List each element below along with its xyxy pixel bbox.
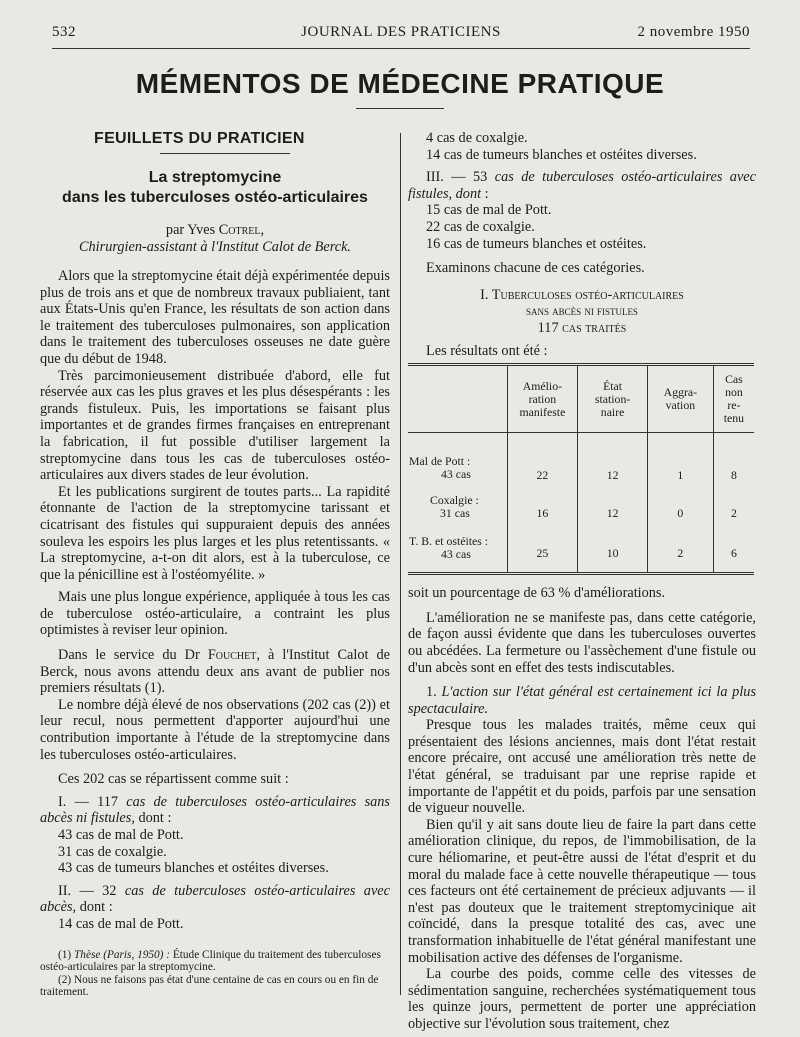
footnote-text: Étude Clinique du traitement des tuberculoses ostéo-articulaires par la streptomycine.: [40, 948, 381, 974]
paragraph: L'amélioration ne se manifeste pas, dans cette catégorie, de façon aussi évidente que dans les tuberculoses ouvertes ou abcédées. La fermeture ou l'assèchement d'une fistule ou d'un abcès sont en effet des tests indiscutables.: [408, 609, 756, 676]
row-label: Coxalgie : 31 cas: [430, 493, 479, 521]
table-cell: 22: [507, 433, 578, 491]
paragraph-text: Dans le service du Dr: [58, 647, 200, 664]
person-name: Fouchet,: [207, 647, 260, 664]
list-item: 14 cas de tumeurs blanches et ostéites diverses.: [426, 146, 697, 163]
header-rule: [52, 48, 750, 49]
group-number: II. — 32: [58, 882, 117, 899]
table-row: [408, 433, 754, 491]
footnote-1: [40, 949, 390, 974]
results-table: [408, 363, 754, 575]
group-description: cas de tuberculoses ostéo-articulaires sans abcès ni fistules,: [40, 793, 391, 827]
page-number: 532: [52, 24, 76, 40]
table-cell: 25: [507, 524, 578, 574]
paragraph-text: à l'Institut Calot de Berck, nous avons attendu deux ans avant de publier nos premiers résultats (1).: [40, 647, 390, 697]
group-suffix: dont :: [79, 899, 113, 916]
group-description: cas de tuberculoses ostéo-articulaires avec abcès,: [40, 882, 390, 916]
paragraph: La courbe des poids, comme celle des vitesses de sédimentation sanguine, recherchées systématiquement tous les quinze jours, permettent de porter une appréciation objective sur l'évolution sous traitement, chez: [408, 966, 756, 1032]
table-cell: 0: [647, 490, 713, 524]
left-column: [40, 130, 390, 999]
table-heading-1: I. Tuberculoses ostéo-articulaires: [480, 286, 684, 303]
paragraph: Le nombre déjà élevé de nos observations (202 cas (2)) et leur recul, nous permettent d'apporter aujourd'hui une contribution importante à l'étude de la streptomycine dans les tuberculoses ostéo-articulaires.: [40, 696, 390, 763]
list-item: 31 cas de coxalgie.: [58, 843, 167, 860]
column-header: Cas non re- tenu: [713, 365, 754, 433]
table-heading-3: [408, 320, 756, 337]
group-suffix: dont :: [138, 810, 172, 827]
table-header-row: [408, 365, 754, 433]
table-row: [408, 490, 754, 524]
table-cell: 1: [647, 433, 713, 491]
paragraph: Mais une plus longue expérience, appliquée à tous les cas de tuberculose ostéo-articulaire, a contraint les plus optimistes à reviser leur opinion.: [40, 589, 390, 639]
author-name: Cotrel,: [218, 222, 265, 238]
group-heading: [40, 883, 390, 916]
paragraph: Presque tous les malades traités, même ceux qui présentaient des lésions anciennes, mais dont l'état restait encore précaire, ont accusé une amélioration très nette de l'état général, se traduisant par une reprise rapide et importante de l'appétit et du poids, parfois par une sensation de vigueur nouvelle.: [408, 717, 756, 817]
table-cell: 12: [578, 433, 648, 491]
item-number: 1.: [426, 684, 437, 701]
row-label: T. B. et ostéites : 43 cas: [409, 534, 489, 562]
cases-count: 117: [537, 319, 559, 336]
list-item: 16 cas de tumeurs blanches et ostéites.: [426, 235, 647, 252]
main-title: MÉMENTOS DE MÉDECINE PRATIQUE: [135, 68, 665, 99]
running-head: [52, 24, 750, 46]
right-column: [408, 130, 756, 1033]
paragraph: Ces 202 cas se répartissent comme suit :: [58, 771, 289, 788]
column-divider: [400, 133, 401, 995]
group-number: III. — 53: [426, 169, 488, 186]
paragraph: Les résultats ont été :: [426, 342, 548, 359]
table-cell: 10: [578, 524, 648, 574]
group-number: I. — 117: [58, 793, 119, 810]
list-item: 43 cas de mal de Pott.: [58, 827, 184, 843]
column-header: Amélio- ration manifeste: [507, 365, 578, 433]
section-rule: [160, 153, 290, 154]
group-description: cas de tuberculoses ostéo-articulaires avec fistules, dont: [408, 169, 756, 202]
group-heading: [40, 794, 390, 827]
paragraph: Bien qu'il y ait sans doute lieu de faire la part dans cette amélioration clinique, du repos, de l'immobilisation, de la cure héliomarine, et peut-être aussi de l'état d'esprit et du moral du malade face à cette nouvelle thérapeutique — tous ces facteurs ont été certainement de précieux adjuvants — il n'est pas douteux que le traitement streptomycinique ait coïncidé, dans la presque totalité des cas, avec une transformation inhabituelle de l'état général manifestant une mobilisation active des défenses de l'organisme.: [408, 816, 756, 966]
byline: [40, 222, 390, 239]
table-corner: [408, 365, 507, 433]
group-heading: [408, 169, 756, 202]
table-cell: 6: [713, 524, 754, 574]
paragraph: [408, 684, 756, 717]
byline-prefix: par Yves: [165, 222, 216, 238]
journal-name: JOURNAL DES PRATICIENS: [301, 24, 501, 40]
section-heading: FEUILLETS DU PRATICIEN: [94, 130, 305, 147]
list-item: 14 cas de mal de Pott.: [58, 915, 184, 932]
footnotes: [40, 949, 390, 999]
paragraph: Examinons chacune de ces catégories.: [426, 260, 645, 277]
paragraph: [40, 647, 390, 697]
column-header: État station- naire: [578, 365, 648, 433]
row-label: Mal de Pott : 43 cas: [409, 454, 471, 482]
footnote-number: (1): [58, 948, 72, 961]
list-item: 43 cas de tumeurs blanches et ostéites diverses.: [58, 860, 329, 877]
author-affiliation: Chirurgien-assistant à l'Institut Calot de Berck.: [78, 239, 352, 255]
paragraph: Alors que la streptomycine était déjà expérimentée depuis plus de trois ans et que de nombreux travaux publiaient, tant aux États-Unis qu'en France, les résultats de son action dans le traitement des tuberculoses pulmonaires, son application dans le traitement des tuberculoses osseuses ne date guère que du début de 1948.: [40, 268, 390, 367]
footnote-2: (2) Nous ne faisons pas état d'une centaine de cas en cours ou en fin de traitement.: [40, 973, 379, 999]
article-title: [40, 168, 390, 208]
paragraph: Et les publications surgirent de toutes parts... La rapidité étonnante de l'action de la streptomycine tarissant et cicatrisant des fistules qui suppuraient depuis des années souleva les espoirs les plus larges et les plus retentissants. « La streptomycine, a-t-on dit alors, est à la tuberculose, ce que la pénicilline est à l'ostéomyélite. »: [40, 483, 390, 583]
table-cell: 12: [578, 490, 648, 524]
list-item: 22 cas de coxalgie.: [426, 218, 535, 235]
group-suffix: :: [484, 185, 489, 202]
table-cell: 8: [713, 433, 754, 491]
table-cell: 2: [647, 524, 713, 574]
cases-label: cas traités: [562, 319, 627, 336]
footnote-italic: Thèse (Paris, 1950) :: [74, 948, 171, 961]
table-heading-2: sans abcès ni fistules: [526, 304, 638, 319]
column-header: Aggra- vation: [647, 365, 713, 433]
paragraph: Très parcimonieusement distribuée d'abord, elle fut réservée aux cas les plus graves et les plus désespérants : les grands fistuleux. Puis, les importations se faisant plus importantes et de grandes firmes françaises en entreprenant la fabrication, il fut possible d'utiliser largement la streptomycine dans tous les cas de tuberculoses ostéo-articulaires aux divers stades de leur évolution.: [40, 367, 390, 484]
table-cell: 16: [507, 490, 578, 524]
table-cell: 2: [713, 490, 754, 524]
issue-date: 2 novembre 1950: [637, 24, 750, 40]
paragraph: soit un pourcentage de 63 % d'améliorations.: [408, 585, 666, 602]
item-text: L'action sur l'état général est certainement ici la plus spectaculaire.: [408, 684, 757, 717]
list-item: 4 cas de coxalgie.: [426, 130, 528, 146]
list-item: 15 cas de mal de Pott.: [426, 202, 552, 219]
title-rule: [356, 108, 444, 109]
table-row: [408, 524, 754, 574]
article-title-line-2: dans les tuberculoses ostéo-articulaires: [62, 189, 368, 206]
article-title-line-1: La streptomycine: [148, 169, 282, 186]
